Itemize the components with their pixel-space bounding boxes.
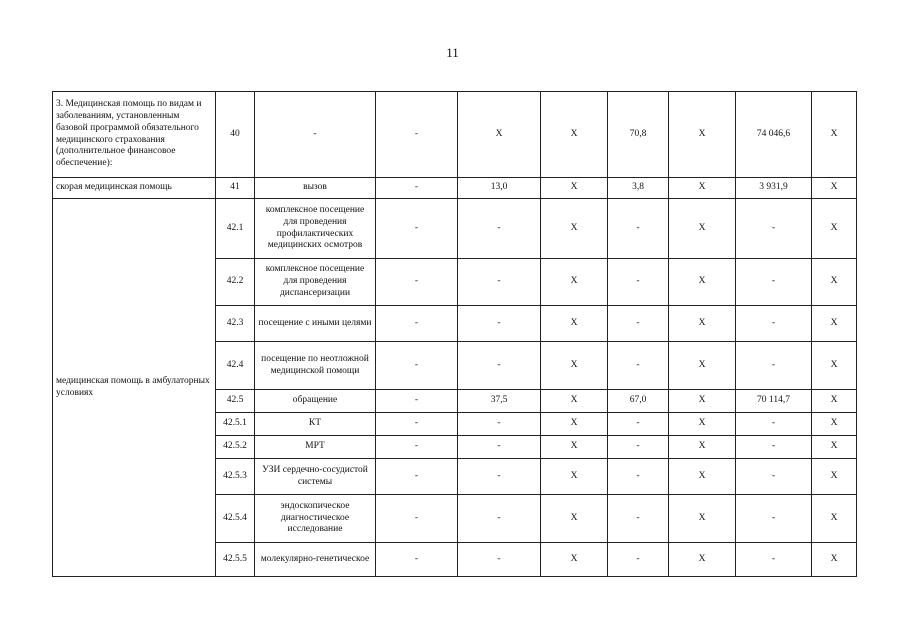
- value-cell: Х: [541, 306, 608, 342]
- row-number: 42.5.2: [216, 436, 255, 459]
- value-cell: Х: [812, 259, 857, 306]
- value-cell: -: [376, 436, 458, 459]
- unit-cell: КТ: [255, 413, 376, 436]
- value-cell: -: [458, 413, 541, 436]
- value-cell: -: [608, 459, 669, 495]
- value-cell: Х: [669, 543, 736, 577]
- value-cell: Х: [669, 390, 736, 413]
- unit-cell: молекулярно-генетическое: [255, 543, 376, 577]
- value-cell: Х: [458, 92, 541, 178]
- value-cell: -: [608, 436, 669, 459]
- row-number: 41: [216, 178, 255, 199]
- value-cell: Х: [669, 92, 736, 178]
- value-cell: Х: [812, 306, 857, 342]
- value-cell: -: [736, 459, 812, 495]
- value-cell: -: [376, 390, 458, 413]
- row-number: 42.3: [216, 306, 255, 342]
- unit-cell: комплексное посещение для проведения диспансеризации: [255, 259, 376, 306]
- value-cell: -: [458, 495, 541, 543]
- value-cell: -: [736, 543, 812, 577]
- value-cell: -: [376, 199, 458, 259]
- value-cell: Х: [541, 199, 608, 259]
- value-cell: Х: [669, 342, 736, 390]
- value-cell: -: [376, 413, 458, 436]
- value-cell: -: [736, 495, 812, 543]
- value-cell: Х: [812, 495, 857, 543]
- value-cell: Х: [541, 436, 608, 459]
- row-label: скорая медицинская помощь: [53, 178, 216, 199]
- row-number: 42.5.3: [216, 459, 255, 495]
- value-cell: Х: [669, 459, 736, 495]
- unit-cell: МРТ: [255, 436, 376, 459]
- value-cell: Х: [669, 495, 736, 543]
- page-number: 11: [446, 45, 459, 60]
- table-row: [53, 178, 857, 199]
- value-cell: Х: [812, 413, 857, 436]
- row-number: 42.1: [216, 199, 255, 259]
- value-cell: -: [736, 306, 812, 342]
- value-cell: -: [736, 259, 812, 306]
- value-cell: Х: [541, 178, 608, 199]
- value-cell: Х: [812, 342, 857, 390]
- value-cell: -: [458, 436, 541, 459]
- value-cell: Х: [812, 543, 857, 577]
- row-label: 3. Медицинская помощь по видам и заболеваниям, установленным базовой программой обязательного медицинского страхования (дополнительное финансовое обеспечение):: [53, 92, 216, 178]
- unit-cell: посещение с иными целями: [255, 306, 376, 342]
- value-cell: -: [736, 436, 812, 459]
- value-cell: 3,8: [608, 178, 669, 199]
- value-cell: -: [608, 543, 669, 577]
- value-cell: 67,0: [608, 390, 669, 413]
- unit-cell: обращение: [255, 390, 376, 413]
- value-cell: Х: [541, 342, 608, 390]
- value-cell: Х: [669, 413, 736, 436]
- value-cell: Х: [541, 413, 608, 436]
- value-cell: -: [608, 199, 669, 259]
- value-cell: -: [736, 342, 812, 390]
- value-cell: Х: [541, 459, 608, 495]
- value-cell: -: [376, 543, 458, 577]
- value-cell: -: [376, 342, 458, 390]
- row-number: 42.5.1: [216, 413, 255, 436]
- value-cell: Х: [541, 259, 608, 306]
- table-row: [53, 92, 857, 178]
- value-cell: Х: [669, 306, 736, 342]
- value-cell: Х: [812, 390, 857, 413]
- unit-cell: УЗИ сердечно-сосудистой системы: [255, 459, 376, 495]
- value-cell: 70,8: [608, 92, 669, 178]
- row-number: 42.5.5: [216, 543, 255, 577]
- value-cell: 74 046,6: [736, 92, 812, 178]
- value-cell: Х: [669, 199, 736, 259]
- tariff-table: [52, 91, 857, 577]
- value-cell: -: [458, 342, 541, 390]
- value-cell: Х: [812, 178, 857, 199]
- value-cell: Х: [812, 92, 857, 178]
- value-cell: -: [458, 259, 541, 306]
- value-cell: -: [376, 495, 458, 543]
- value-cell: Х: [669, 436, 736, 459]
- value-cell: Х: [669, 259, 736, 306]
- unit-cell: -: [255, 92, 376, 178]
- value-cell: Х: [541, 92, 608, 178]
- value-cell: -: [608, 413, 669, 436]
- value-cell: 13,0: [458, 178, 541, 199]
- value-cell: Х: [541, 495, 608, 543]
- value-cell: Х: [812, 459, 857, 495]
- value-cell: -: [458, 199, 541, 259]
- value-cell: -: [376, 178, 458, 199]
- value-cell: -: [376, 92, 458, 178]
- unit-cell: посещение по неотложной медицинской помощи: [255, 342, 376, 390]
- value-cell: -: [736, 413, 812, 436]
- unit-cell: вызов: [255, 178, 376, 199]
- value-cell: -: [458, 306, 541, 342]
- value-cell: -: [608, 495, 669, 543]
- value-cell: -: [736, 199, 812, 259]
- unit-cell: эндоскопическое диагностическое исследование: [255, 495, 376, 543]
- value-cell: Х: [541, 543, 608, 577]
- value-cell: 37,5: [458, 390, 541, 413]
- unit-cell: комплексное посещение для проведения профилактических медицинских осмотров: [255, 199, 376, 259]
- value-cell: -: [376, 259, 458, 306]
- value-cell: -: [608, 306, 669, 342]
- value-cell: -: [376, 306, 458, 342]
- row-number: 42.2: [216, 259, 255, 306]
- value-cell: -: [376, 459, 458, 495]
- value-cell: Х: [812, 199, 857, 259]
- row-number: 42.5: [216, 390, 255, 413]
- value-cell: -: [608, 342, 669, 390]
- table-row: [53, 199, 857, 259]
- row-number: 42.4: [216, 342, 255, 390]
- row-number: 40: [216, 92, 255, 178]
- value-cell: 70 114,7: [736, 390, 812, 413]
- value-cell: 3 931,9: [736, 178, 812, 199]
- value-cell: Х: [669, 178, 736, 199]
- value-cell: -: [458, 543, 541, 577]
- row-number: 42.5.4: [216, 495, 255, 543]
- value-cell: -: [458, 459, 541, 495]
- value-cell: Х: [812, 436, 857, 459]
- value-cell: -: [608, 259, 669, 306]
- value-cell: Х: [541, 390, 608, 413]
- ambulatory-label: медицинская помощь в амбулаторных условиях: [53, 199, 216, 577]
